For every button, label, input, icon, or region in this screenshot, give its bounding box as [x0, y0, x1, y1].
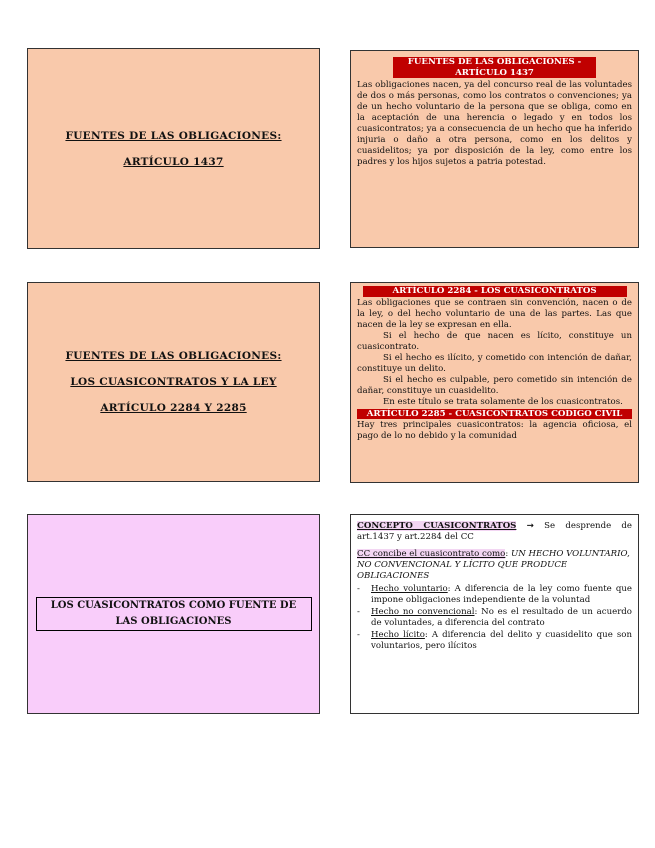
slide-4-paragraph-1: Las obligaciones que se contraen sin convención, nacen o de la ley, o del hecho voluntario de una de las partes. Las que nacen de la ley se expresan en ella.	[357, 297, 632, 330]
slide-3-title	[27, 282, 320, 482]
slide-6-bullet-3-term: Hecho lícito	[371, 630, 425, 640]
slide-6-bullet-3-text: : A diferencia del delito y cuasidelito que son voluntarios, pero ilícitos	[371, 630, 632, 651]
slide-2-header: FUENTES DE LAS OBLIGACIONES - ARTÍCULO 1437	[393, 57, 597, 78]
slide-6-concept-rest: Se desprende de art.1437 y art.2284 del CC	[357, 521, 633, 542]
slide-4-paragraph-5: En este título se trata solamente de los cuasicontratos.	[383, 396, 623, 407]
bullet-dash-icon: -	[357, 584, 360, 594]
slide-5-title	[27, 514, 320, 714]
slide-3-title-line-2: LOS CUASICONTRATOS Y LA LEY	[70, 376, 277, 388]
slide-6-bullet-1-text: : A diferencia de la ley como fuente que impone obligaciones independiente de la voluntad	[371, 584, 632, 605]
bullet-dash-icon: -	[357, 607, 360, 617]
slide-4-paragraph-2: Si el hecho de que nacen es lícito, constituye un cuasicontrato.	[357, 330, 632, 352]
list-item	[357, 630, 632, 652]
slide-1-title-line-2: ARTÍCULO 1437	[123, 155, 224, 168]
slide-5-title-text: LOS CUASICONTRATOS COMO FUENTE DE LAS OBLIGACIONES	[36, 597, 312, 631]
slide-4-article-2284	[350, 282, 639, 483]
slide-4-header-2285: ARTÍCULO 2285 - CUASICONTRATOS CODIGO CIVIL	[357, 409, 632, 420]
slide-6-bullet-1-term: Hecho voluntario	[371, 584, 448, 594]
slide-4-header-2284: ARTÍCULO 2284 - LOS CUASICONTRATOS	[363, 286, 627, 297]
slide-2-body: Las obligaciones nacen, ya del concurso real de las voluntades de dos o más personas, como los contratos o convenciones; ya de un hecho voluntario de la persona que se obliga, como en la aceptación de una herencia o legado y en todos los cuasicontratos; ya a consecuencia de un hecho que ha inferido injuria o daño a otra persona, como en los delitos y cuasidelitos; ya por disposición de la ley, como entre los padres y los hijos sujetos a patria potestad.	[357, 80, 632, 167]
slide-6-cc-colon: :	[505, 549, 509, 559]
slide-4-paragraph-2285: Hay tres principales cuasicontratos: la agencia oficiosa, el pago de lo no debido y la comunidad	[357, 420, 632, 441]
slide-2-article-1437	[350, 50, 639, 248]
slide-6-cc-line	[357, 549, 632, 582]
slide-6-cc-definition: UN HECHO VOLUNTARIO, NO CONVENCIONAL Y LÍCITO QUE PRODUCE OBLIGACIONES	[357, 549, 630, 581]
slide-4-paragraph-4: Si el hecho es culpable, pero cometido sin intención de dañar, constituye un cuasidelito.	[357, 374, 632, 396]
slide-6-concept-line	[357, 521, 632, 543]
slide-3-title-line-1: FUENTES DE LAS OBLIGACIONES:	[65, 350, 282, 362]
bullet-dash-icon: -	[357, 630, 360, 640]
slide-4-paragraph-3: Si el hecho es ilícito, y cometido con intención de dañar, constituye un delito.	[357, 352, 632, 374]
slide-6-bullet-2-text: : No es el resultado de un acuerdo de voluntades, a diferencia del contrato	[371, 607, 632, 628]
slide-6-bullet-2-term: Hecho no convencional	[371, 607, 475, 617]
list-item	[357, 584, 632, 606]
slide-3-title-line-3: ARTÍCULO 2284 Y 2285	[100, 402, 247, 414]
slide-6-bullet-list	[357, 584, 632, 652]
slide-6-concept-title: CONCEPTO CUASICONTRATOS	[357, 521, 517, 531]
slide-1-title	[27, 48, 320, 249]
arrow-right-icon: →	[526, 521, 534, 531]
list-item	[357, 607, 632, 629]
slide-6-concept	[350, 514, 639, 714]
slide-1-title-line-1: FUENTES DE LAS OBLIGACIONES:	[65, 129, 282, 142]
slide-6-cc-label: CC concibe el cuasicontrato como	[357, 549, 506, 559]
